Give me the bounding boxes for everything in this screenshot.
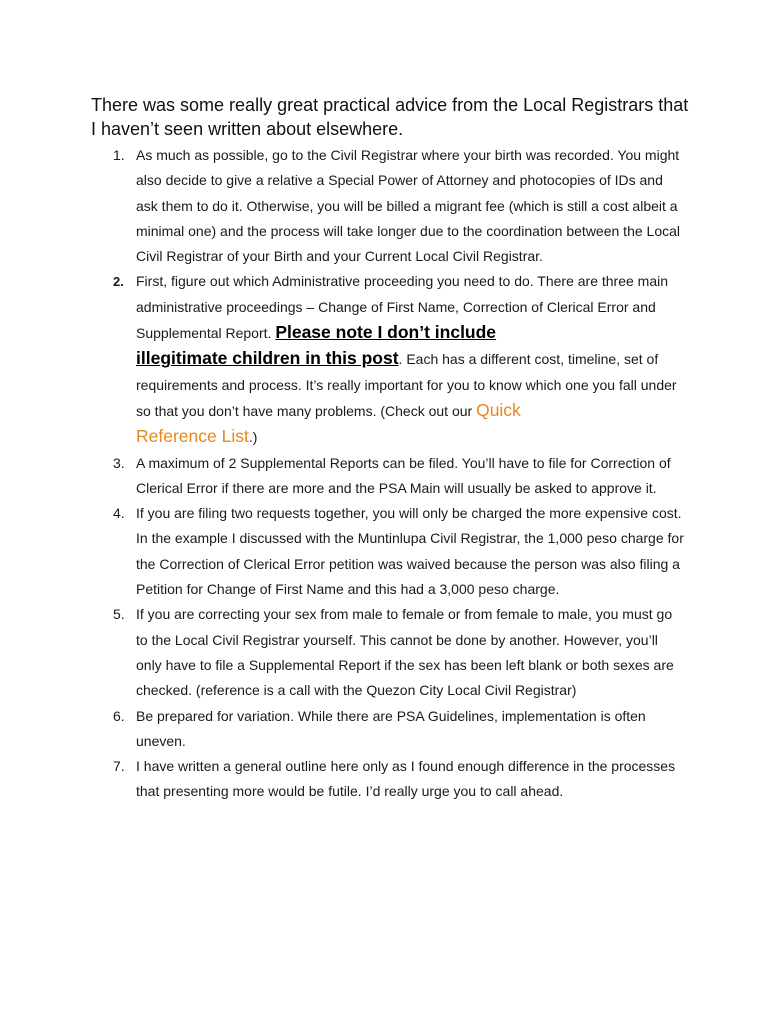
list-item	[96, 269, 686, 450]
note-underlined-part2: illegitimate children in this post	[136, 348, 399, 369]
item-text: If you are correcting your sex from male to female or from female to male, you must go to the Local Civil Registrar yourself. This cannot be done by another. However, you’ll only have to file a Supplemental Report if the sex has been left blank or both sexes are checked. (reference is a call with the Quezon City Local Civil Registrar)	[136, 606, 674, 699]
item-text: I have written a general outline here only as I found enough difference in the processes that presenting more would be futile. I’d really urge you to call ahead.	[136, 758, 676, 800]
item-text: Be prepared for variation. While there are PSA Guidelines, implementation is often uneven.	[136, 707, 646, 749]
item-number: 2.	[113, 274, 124, 290]
item-text-end: .)	[248, 429, 258, 446]
item-number: 1.	[113, 147, 125, 163]
reference-list-link[interactable]: Reference List	[136, 426, 249, 447]
note-underlined-part1: Please note I don’t include	[275, 322, 497, 343]
item-number: 5.	[113, 606, 125, 623]
quick-link[interactable]: Quick	[476, 399, 521, 420]
list-item	[96, 451, 686, 502]
item-number: 3.	[113, 454, 125, 471]
list-item	[96, 602, 686, 703]
advice-list	[96, 143, 686, 805]
item-text-middle: . Each has a different cost, timeline, set of requirements and process. It’s really important for you to know which one you fall under so that you don’t have many problems. (Check out our	[136, 351, 677, 419]
item-text: First, figure out which Administrative proceeding you need to do. There are three main administrative proceedings – Change of First Name, Correction of Clerical Error and Supplemental Report.	[136, 273, 669, 342]
list-item	[96, 704, 686, 755]
item-number: 7.	[113, 758, 125, 775]
list-item	[96, 143, 686, 269]
list-item	[96, 754, 686, 805]
item-text: A maximum of 2 Supplemental Reports can be filed. You’ll have to file for Correction of Clerical Error if there are more and the PSA Main will usually be asked to approve it.	[136, 454, 671, 496]
item-number: 4.	[113, 505, 125, 522]
list-item	[96, 501, 686, 602]
section-heading: There was some really great practical advice from the Local Registrars that I haven’t seen written about elsewhere.	[91, 95, 689, 139]
item-text: If you are filing two requests together, you will only be charged the more expensive cost. In the example I discussed with the Muntinlupa Civil Registrar, the 1,000 peso charge for the Correction of Clerical Error petition was waived because the person was also filing a Petition for Change of First Name and this had a 3,000 peso charge.	[136, 505, 684, 598]
item-number: 6.	[113, 707, 125, 724]
item-text: As much as possible, go to the Civil Registrar where your birth was recorded. You might also decide to give a relative a Special Power of Attorney and photocopies of IDs and ask them to do it. Otherwise, you will be billed a migrant fee (which is still a cost albeit a minimal one) and the process will take longer due to the coordination between the Local Civil Registrar of your Birth and your Current Local Civil Registrar.	[136, 147, 680, 265]
